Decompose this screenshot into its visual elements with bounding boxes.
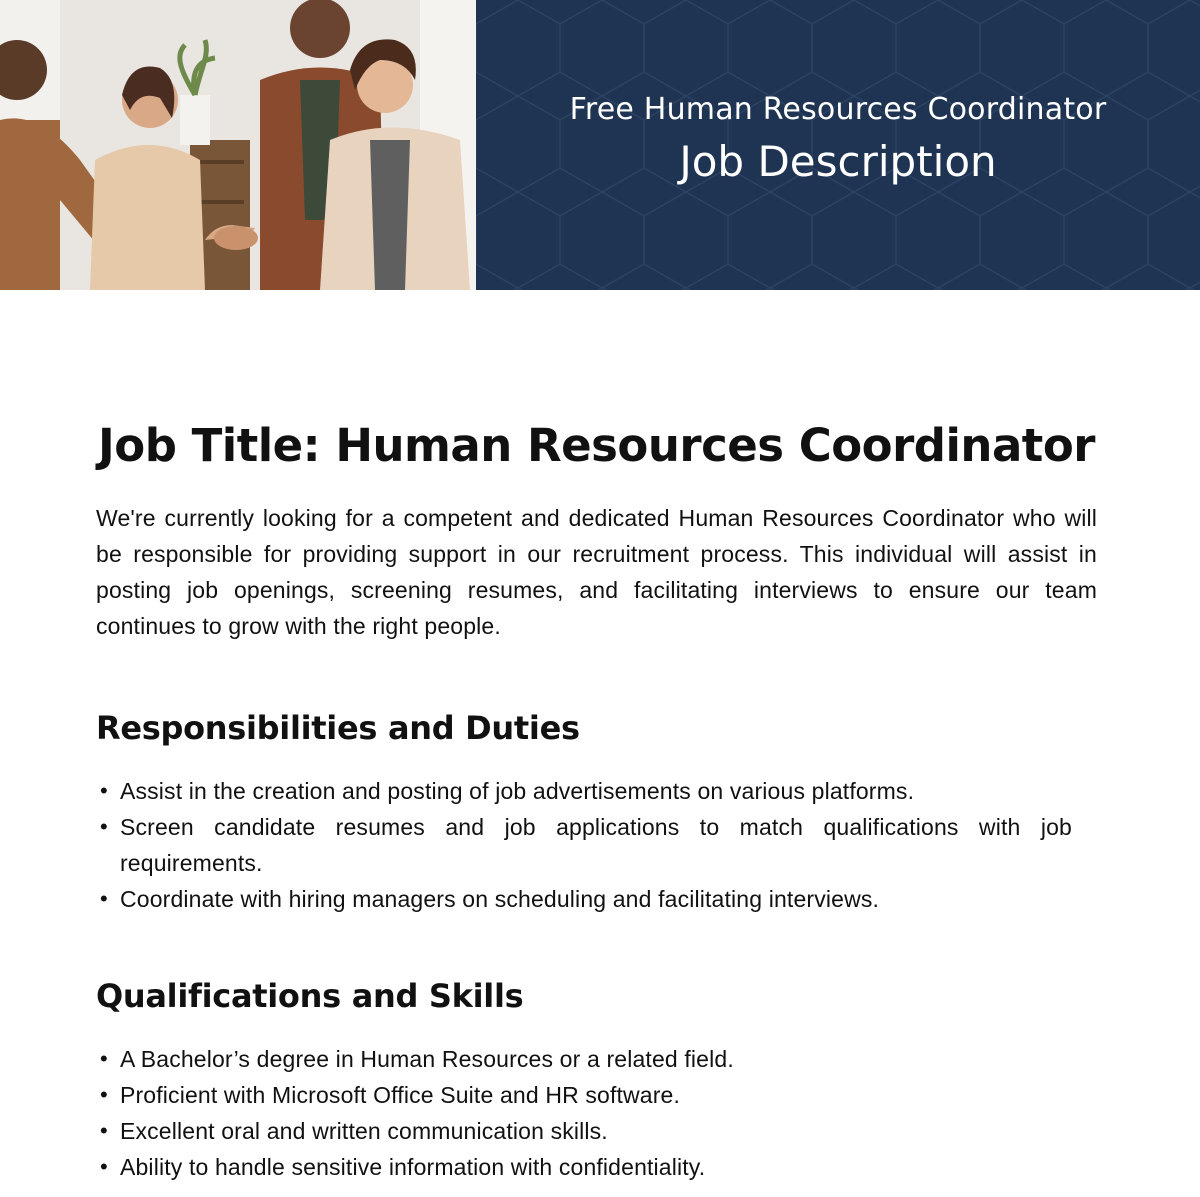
list-item: • Excellent oral and written communication skills. [96,1113,1072,1149]
qualifications-list [96,1041,1072,1185]
list-item: • Proficient with Microsoft Office Suite and HR software. [96,1077,1072,1113]
team-handshake-photo [0,0,476,290]
banner-title: Job Description [679,137,997,186]
job-description-body [96,418,1097,1185]
responsibilities-heading: Responsibilities and Duties [96,709,580,747]
list-item: • Coordinate with hiring managers on scheduling and facilitating interviews. [96,881,1072,917]
list-item: • Screen candidate resumes and job applications to match qualifications with job requirements. [96,809,1072,881]
job-title: Job Title: Human Resources Coordinator [98,419,1095,472]
list-item: • A Bachelor’s degree in Human Resources or a related field. [96,1041,1072,1077]
title-panel [476,0,1200,290]
banner-subtitle: Free Human Resources Coordinator [569,92,1107,127]
responsibilities-list [96,773,1072,917]
header-banner [0,0,1200,290]
intro-paragraph: We're currently looking for a competent and dedicated Human Resources Coordinator who will be responsible for providing support in our recruitment process. This individual will assist in posting job openings, screening resumes, and facilitating interviews to ensure our team continues to grow with the right people. [96,505,1097,639]
list-item: • Ability to handle sensitive information with confidentiality. [96,1149,1072,1185]
qualifications-heading: Qualifications and Skills [96,977,524,1015]
list-item: • Assist in the creation and posting of job advertisements on various platforms. [96,773,1072,809]
